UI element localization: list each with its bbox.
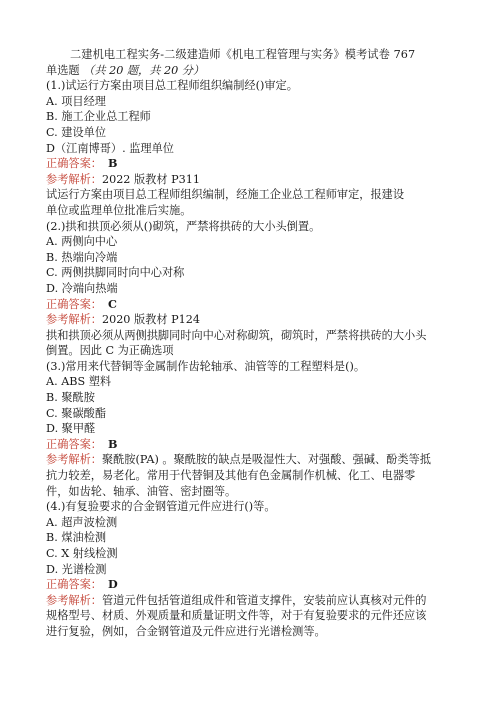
answer-label: 正确答案：: [46, 157, 102, 171]
answer-value: D: [107, 577, 118, 592]
answer-label: 正确答案：: [46, 578, 102, 592]
option-a: A. 两侧向中心: [46, 235, 118, 249]
option-c: C. 建设单位: [46, 125, 107, 139]
explanation-text: 试运行方案由项目总工程师组织编制，经施工企业总工程师审定，报建设: [46, 188, 405, 202]
question-2: [46, 219, 454, 359]
explanation-text: 倒置。因此 C 为正确选项: [46, 344, 174, 358]
option-c: C. X 射线检测: [46, 547, 118, 560]
answer-label: 正确答案：: [46, 297, 102, 311]
option-a: A. 项目经理: [46, 94, 106, 108]
question-3: [46, 359, 454, 499]
question-stem: (1.)试运行方案由项目总工程师组织编制经()审定。: [46, 79, 298, 93]
option-d: D. 冷端向热端: [46, 281, 118, 295]
option-b: B. 聚酰胺: [46, 391, 95, 405]
explanation-text: 件，如齿轮、轴承、油管、密封圈等。: [46, 484, 237, 498]
explanation-text: 抗力较差，易老化。常用于代替铜及其他有色金属制作机械、化工、电器零: [46, 469, 416, 483]
explanation-text: 聚酰胺(PA) 。聚酰胺的缺点是吸湿性大、对强酸、强碱、酚类等抵: [101, 453, 431, 467]
explanation-line: [46, 593, 454, 609]
explanation-text: 规格型号、材质、外观质量和质量证明文件等，对于有复验要求的元件还应该: [46, 609, 427, 623]
section-label: 单选题: [46, 63, 80, 77]
explanation-label: 参考解析：: [46, 313, 102, 327]
question-1: [46, 78, 454, 218]
explanation-text: 单位或监理单位批准后实施。: [46, 203, 192, 217]
page-title: 二建机电工程实务-二级建造师《机电工程管理与实务》模考试卷 767: [70, 48, 416, 61]
explanation-text: 拱和拱顶必须从两侧拱脚同时向中心对称砌筑，砌筑时，严禁将拱砖的大小头: [46, 328, 427, 342]
answer-value: B: [107, 156, 118, 171]
answer-line: [46, 156, 454, 172]
answer-line: [46, 437, 454, 453]
option-a: A. 超声波检测: [46, 515, 118, 529]
answer-label: 正确答案：: [46, 437, 102, 451]
answer-line: [46, 577, 454, 593]
question-stem: (4.)有复验要求的合金钢管道元件应进行()等。: [46, 500, 276, 514]
option-b: B. 煤油检测: [46, 531, 107, 545]
explanation-text: 2022 版教材 P311: [101, 172, 200, 186]
question-stem: (3.)常用来代替铜等金属制作齿轮轴承、油管等的工程塑料是()。: [46, 359, 366, 373]
question-4: [46, 499, 454, 639]
explanation-label: 参考解析：: [46, 593, 102, 607]
option-c: C. 聚碳酸酯: [46, 406, 107, 420]
explanation-line: [46, 312, 454, 328]
answer-line: [46, 297, 454, 313]
explanation-line: [46, 172, 454, 188]
option-c: C. 两侧拱脚同时向中心对称: [46, 266, 185, 280]
explanation-label: 参考解析：: [46, 453, 102, 467]
answer-value: C: [107, 296, 117, 311]
question-stem: (2.)拱和拱顶必须从()砌筑，严禁将拱砖的大小头倒置。: [46, 219, 321, 233]
explanation-text: 进行复验，例如，合金钢管道及元件应进行光谱检测等。: [46, 624, 326, 638]
section-header: [46, 63, 454, 79]
section-note: （共 20 题，共 20 分）: [83, 63, 205, 77]
option-d: D. 聚甲醛: [46, 422, 96, 436]
answer-value: B: [107, 436, 118, 451]
explanation-text: 2020 版教材 P124: [101, 313, 200, 327]
option-b: B. 热端向冷端: [46, 250, 118, 264]
option-d: D（江南博哥）. 监理单位: [46, 141, 174, 155]
explanation-text: 管道元件包括管道组成件和管道支撑件，安装前应认真核对元件的: [101, 593, 427, 607]
option-b: B. 施工企业总工程师: [46, 110, 151, 124]
option-d: D. 光谱检测: [46, 562, 107, 576]
explanation-label: 参考解析：: [46, 172, 102, 186]
option-a: A. ABS 塑料: [46, 375, 112, 389]
explanation-line: [46, 452, 454, 468]
